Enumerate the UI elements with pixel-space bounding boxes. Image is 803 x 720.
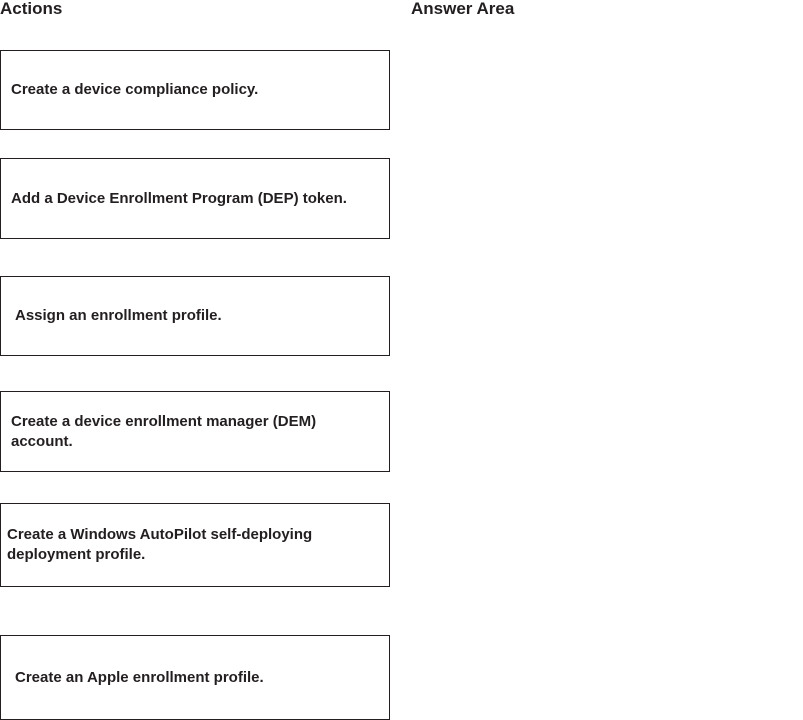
answer-area-dropzone[interactable]: [411, 30, 791, 710]
actions-heading: Actions: [0, 0, 63, 18]
action-item-add-dep-token[interactable]: [0, 158, 390, 239]
action-item-create-compliance-policy[interactable]: [0, 50, 390, 130]
action-item-create-apple-enrollment-profile[interactable]: [0, 635, 390, 720]
action-label: Create a Windows AutoPilot self-deploying deployment profile.: [7, 526, 313, 563]
action-label: Add a Device Enrollment Program (DEP) token.: [11, 189, 347, 207]
action-item-assign-enrollment-profile[interactable]: [0, 276, 390, 356]
action-label: Assign an enrollment profile.: [15, 307, 222, 324]
action-label: Create an Apple enrollment profile.: [15, 668, 264, 686]
action-label: Create a device compliance policy.: [11, 81, 259, 98]
answer-area-heading: Answer Area: [411, 0, 515, 18]
action-item-create-autopilot-profile[interactable]: [0, 503, 390, 587]
action-label: Create a device enrollment manager (DEM) account.: [11, 412, 317, 450]
action-item-create-dem-account[interactable]: [0, 391, 390, 472]
